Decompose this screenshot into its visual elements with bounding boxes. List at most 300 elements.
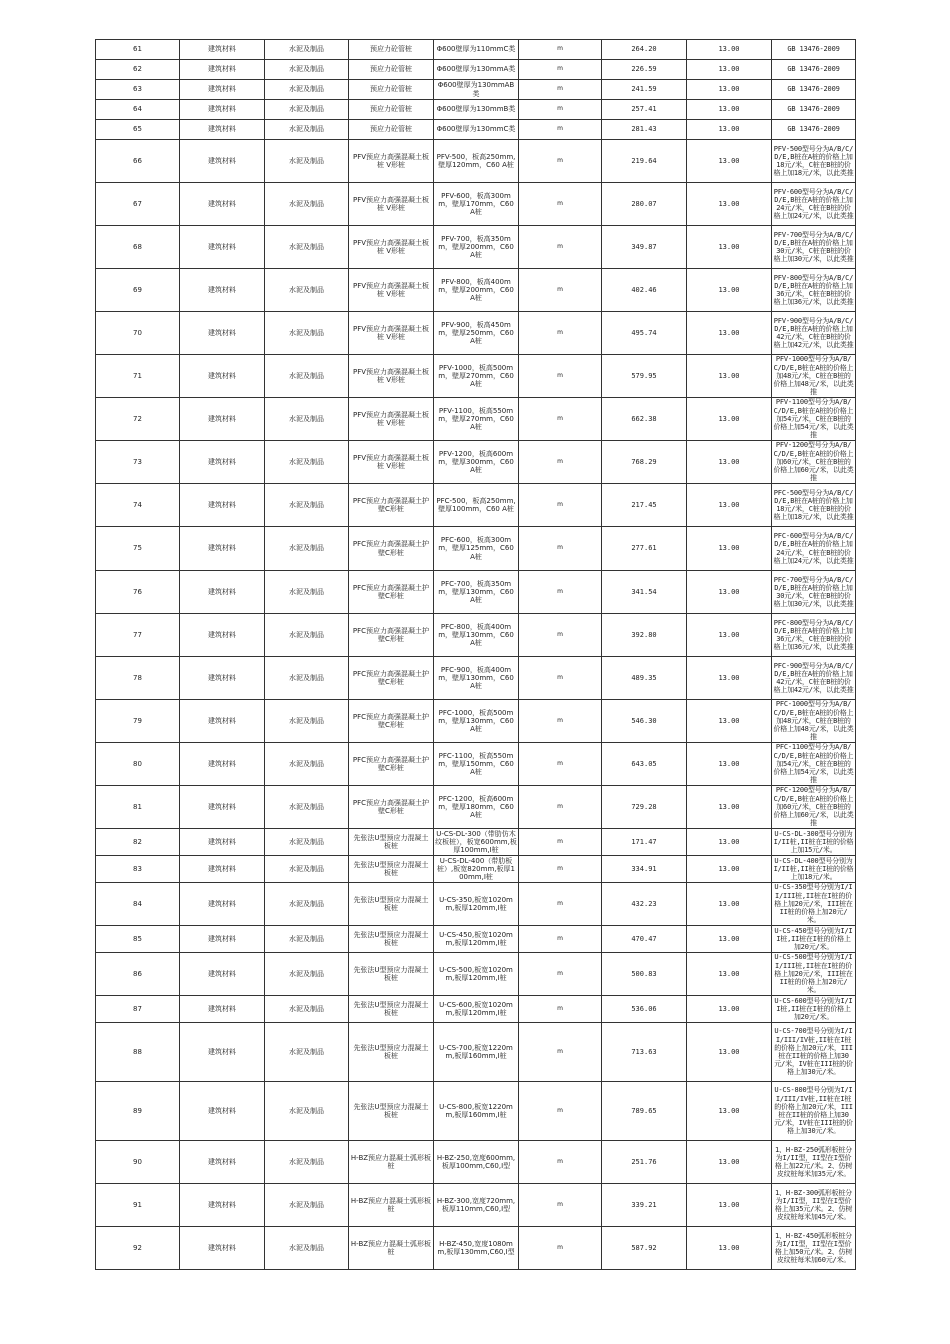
price: 713.63	[602, 1023, 687, 1082]
material-spec: PFC-1100，板高550mm，壁厚150mm，C60 A桩	[434, 743, 519, 786]
remark: U-CS-DL-300型号分别为I/II桩,II桩在I桩的价格上加15元/米。	[772, 829, 856, 856]
price: 281.43	[602, 120, 687, 140]
material-name: 预应力砼管桩	[349, 80, 434, 100]
remark: PFC-900型号分为A/B/C/D/E,B桩在A桩的价格上加42元/米，C桩在B桩的价格上加42元/米，以此类推	[772, 657, 856, 700]
material-subcategory: 水泥及制品	[265, 40, 349, 60]
price: 729.28	[602, 786, 687, 829]
material-subcategory: 水泥及制品	[265, 700, 349, 743]
row-number: 88	[96, 1023, 180, 1082]
price: 546.30	[602, 700, 687, 743]
table-row	[96, 183, 856, 226]
row-number: 63	[96, 80, 180, 100]
price: 251.76	[602, 1141, 687, 1184]
table-row	[96, 571, 856, 614]
unit: m	[519, 269, 602, 312]
tax-rate: 13.00	[687, 40, 772, 60]
row-number: 79	[96, 700, 180, 743]
remark: U-CS-350型号分别为I/II/III桩,II桩在I桩的价格上加20元/米，III桩在II桩的价格上加20元/米。	[772, 883, 856, 926]
material-category: 建筑材料	[180, 996, 265, 1023]
unit: m	[519, 743, 602, 786]
material-spec: U-CS-800,板宽1220mm,板厚160mm,I桩	[434, 1082, 519, 1141]
material-name: 先张法U型预应力混凝土板桩	[349, 926, 434, 953]
material-subcategory: 水泥及制品	[265, 829, 349, 856]
table-row	[96, 40, 856, 60]
material-name: PFC预应力高强混凝土护壁C形桩	[349, 614, 434, 657]
tax-rate: 13.00	[687, 1141, 772, 1184]
tax-rate: 13.00	[687, 100, 772, 120]
table-row	[96, 883, 856, 926]
table-row	[96, 1082, 856, 1141]
price: 789.65	[602, 1082, 687, 1141]
material-category: 建筑材料	[180, 226, 265, 269]
tax-rate: 13.00	[687, 1023, 772, 1082]
tax-rate: 13.00	[687, 441, 772, 484]
material-spec: PFV-900，板高450mm，壁厚250mm，C60 A桩	[434, 312, 519, 355]
material-category: 建筑材料	[180, 614, 265, 657]
price: 587.92	[602, 1227, 687, 1270]
row-number: 78	[96, 657, 180, 700]
remark: U-CS-800型号分别为I/II/III/IV桩,II桩在I桩的价格上加20元/米，III桩在II桩的价格上加30元/米，IV桩在III桩的价格上加30元/米。	[772, 1082, 856, 1141]
material-subcategory: 水泥及制品	[265, 312, 349, 355]
row-number: 80	[96, 743, 180, 786]
material-category: 建筑材料	[180, 1082, 265, 1141]
material-subcategory: 水泥及制品	[265, 1184, 349, 1227]
table-row	[96, 100, 856, 120]
material-name: PFV预应力高强混凝土板桩 V形桩	[349, 312, 434, 355]
unit: m	[519, 484, 602, 527]
tax-rate: 13.00	[687, 312, 772, 355]
price: 536.06	[602, 996, 687, 1023]
table-row	[96, 120, 856, 140]
price: 334.91	[602, 856, 687, 883]
tax-rate: 13.00	[687, 1227, 772, 1270]
unit: m	[519, 100, 602, 120]
tax-rate: 13.00	[687, 398, 772, 441]
table-row	[96, 614, 856, 657]
tax-rate: 13.00	[687, 953, 772, 996]
unit: m	[519, 1227, 602, 1270]
material-spec: Φ600壁厚为130mmC类	[434, 120, 519, 140]
row-number: 73	[96, 441, 180, 484]
price: 280.07	[602, 183, 687, 226]
price: 500.83	[602, 953, 687, 996]
remark: U-CS-600型号分别为I/II桩,II桩在I桩的价格上加20元/米。	[772, 996, 856, 1023]
remark: 1、H-BZ-450弧形板桩分为I/II型，II型在I型价格上加50元/米。2、仿树皮纹桩每米加60元/米。	[772, 1227, 856, 1270]
tax-rate: 13.00	[687, 571, 772, 614]
material-subcategory: 水泥及制品	[265, 926, 349, 953]
row-number: 76	[96, 571, 180, 614]
unit: m	[519, 140, 602, 183]
material-name: H-BZ预应力混凝土弧形板桩	[349, 1141, 434, 1184]
unit: m	[519, 398, 602, 441]
material-subcategory: 水泥及制品	[265, 120, 349, 140]
material-category: 建筑材料	[180, 1227, 265, 1270]
unit: m	[519, 80, 602, 100]
remark: PFV-700型号分为A/B/C/D/E,B桩在A桩的价格上加30元/米，C桩在B桩的价格上加30元/米，以此类推	[772, 226, 856, 269]
material-name: 先张法U型预应力混凝土板桩	[349, 953, 434, 996]
unit: m	[519, 312, 602, 355]
table-row	[96, 996, 856, 1023]
remark: PFV-500型号分为A/B/C/D/E,B桩在A桩的价格上加18元/米，C桩在B桩的价格上加18元/米，以此类推	[772, 140, 856, 183]
remark: 1、H-BZ-250弧形板桩分为I/II型，II型在I型价格上加22元/米。2、仿树皮纹桩每米加35元/米。	[772, 1141, 856, 1184]
material-category: 建筑材料	[180, 657, 265, 700]
table-row	[96, 926, 856, 953]
unit: m	[519, 355, 602, 398]
material-category: 建筑材料	[180, 527, 265, 571]
price: 217.45	[602, 484, 687, 527]
row-number: 81	[96, 786, 180, 829]
tax-rate: 13.00	[687, 883, 772, 926]
material-subcategory: 水泥及制品	[265, 953, 349, 996]
material-category: 建筑材料	[180, 786, 265, 829]
material-subcategory: 水泥及制品	[265, 1227, 349, 1270]
row-number: 68	[96, 226, 180, 269]
table-row	[96, 355, 856, 398]
material-name: 先张法U型预应力混凝土板桩	[349, 1082, 434, 1141]
remark: PFC-1000型号分为A/B/C/D/E,B桩在A桩的价格上加48元/米，C桩在B桩的价格上加48元/米，以此类推	[773, 700, 854, 742]
remark: PFC-700型号分为A/B/C/D/E,B桩在A桩的价格上加30元/米，C桩在B桩的价格上加30元/米，以此类推	[772, 571, 856, 614]
remark: PFV-600型号分为A/B/C/D/E,B桩在A桩的价格上加24元/米，C桩在B桩的价格上加24元/米，以此类推	[772, 183, 856, 226]
material-category: 建筑材料	[180, 40, 265, 60]
material-subcategory: 水泥及制品	[265, 140, 349, 183]
material-category: 建筑材料	[180, 484, 265, 527]
unit: m	[519, 1082, 602, 1141]
price: 402.46	[602, 269, 687, 312]
unit: m	[519, 657, 602, 700]
material-category: 建筑材料	[180, 700, 265, 743]
material-category: 建筑材料	[180, 571, 265, 614]
material-spec: PFC-1000，板高500mm，壁厚130mm，C60 A桩	[434, 700, 519, 743]
row-number: 77	[96, 614, 180, 657]
material-category: 建筑材料	[180, 1023, 265, 1082]
table-row	[96, 60, 856, 80]
material-subcategory: 水泥及制品	[265, 743, 349, 786]
tax-rate: 13.00	[687, 1082, 772, 1141]
tax-rate: 13.00	[687, 657, 772, 700]
row-number: 74	[96, 484, 180, 527]
material-subcategory: 水泥及制品	[265, 484, 349, 527]
material-subcategory: 水泥及制品	[265, 100, 349, 120]
row-number: 71	[96, 355, 180, 398]
material-subcategory: 水泥及制品	[265, 398, 349, 441]
material-name: H-BZ预应力混凝土弧形板桩	[349, 1227, 434, 1270]
material-subcategory: 水泥及制品	[265, 269, 349, 312]
price: 392.80	[602, 614, 687, 657]
table-row	[96, 398, 856, 441]
price: 768.29	[602, 441, 687, 484]
tax-rate: 13.00	[687, 355, 772, 398]
row-number: 82	[96, 829, 180, 856]
material-spec: PFV-1100，板高550mm，壁厚270mm，C60 A桩	[434, 398, 519, 441]
material-category: 建筑材料	[180, 926, 265, 953]
material-spec: PFC-1200，板高600mm，壁厚180mm，C60 A桩	[434, 786, 519, 829]
remark: U-CS-450型号分别为I/II桩,II桩在I桩的价格上加20元/米。	[772, 926, 856, 953]
table-row	[96, 1184, 856, 1227]
table-row	[96, 743, 856, 786]
unit: m	[519, 226, 602, 269]
material-subcategory: 水泥及制品	[265, 883, 349, 926]
material-spec: PFC-600，板高300mm，壁厚125mm，C60 A桩	[434, 527, 519, 571]
material-name: PFC预应力高强混凝土护壁C形桩	[349, 743, 434, 786]
table-row	[96, 829, 856, 856]
material-subcategory: 水泥及制品	[265, 183, 349, 226]
material-name: 先张法U型预应力混凝土板桩	[349, 856, 434, 883]
material-name: 先张法U型预应力混凝土板桩	[349, 1023, 434, 1082]
tax-rate: 13.00	[687, 786, 772, 829]
material-category: 建筑材料	[180, 269, 265, 312]
price: 339.21	[602, 1184, 687, 1227]
material-spec: PFC-900，板高400mm，壁厚130mm，C60 A桩	[434, 657, 519, 700]
row-number: 64	[96, 100, 180, 120]
price: 579.95	[602, 355, 687, 398]
price: 226.59	[602, 60, 687, 80]
price: 341.54	[602, 571, 687, 614]
material-subcategory: 水泥及制品	[265, 614, 349, 657]
unit: m	[519, 60, 602, 80]
material-spec: PFC-700，板高350mm，壁厚130mm，C60 A桩	[434, 571, 519, 614]
tax-rate: 13.00	[687, 140, 772, 183]
price: 349.87	[602, 226, 687, 269]
unit: m	[519, 953, 602, 996]
material-spec: PFV-1000，板高500mm，壁厚270mm，C60 A桩	[434, 355, 519, 398]
tax-rate: 13.00	[687, 829, 772, 856]
material-category: 建筑材料	[180, 1184, 265, 1227]
remark: GB 13476-2009	[772, 100, 856, 120]
material-category: 建筑材料	[180, 953, 265, 996]
table-row	[96, 527, 856, 571]
material-name: PFV预应力高强混凝土板桩 V形桩	[349, 398, 434, 441]
table-row	[96, 657, 856, 700]
material-spec: U-CS-450,板宽1020mm,板厚120mm,I桩	[434, 926, 519, 953]
row-number: 70	[96, 312, 180, 355]
material-name: 预应力砼管桩	[349, 100, 434, 120]
material-spec: U-CS-DL-300（带肋仿木纹板桩），板宽600mm,板厚100mm,I桩	[435, 829, 517, 855]
material-category: 建筑材料	[180, 312, 265, 355]
material-spec: H-BZ-250,宽度600mm,板厚100mm,C60,I型	[434, 1141, 519, 1184]
material-name: PFV预应力高强混凝土板桩 V形桩	[349, 183, 434, 226]
unit: m	[519, 856, 602, 883]
price: 643.05	[602, 743, 687, 786]
price: 219.64	[602, 140, 687, 183]
tax-rate: 13.00	[687, 1184, 772, 1227]
tax-rate: 13.00	[687, 614, 772, 657]
material-spec: Φ600壁厚为130mmA类	[434, 60, 519, 80]
material-spec: Φ600壁厚为130mmB类	[434, 100, 519, 120]
unit: m	[519, 120, 602, 140]
row-number: 91	[96, 1184, 180, 1227]
row-number: 72	[96, 398, 180, 441]
material-spec: U-CS-600,板宽1020mm,板厚120mm,I桩	[434, 996, 519, 1023]
material-spec: U-CS-700,板宽1220mm,板厚160mm,I桩	[434, 1023, 519, 1082]
material-name: PFC预应力高强混凝土护壁C形桩	[349, 657, 434, 700]
material-name: PFV预应力高强混凝土板桩 V形桩	[349, 269, 434, 312]
unit: m	[519, 829, 602, 856]
row-number: 65	[96, 120, 180, 140]
remark: PFV-1200型号分为A/B/C/D/E,B桩在A桩的价格上加60元/米，C桩在B桩的价格上加60元/米，以此类推	[773, 441, 854, 483]
material-spec: H-BZ-300,宽度720mm,板厚110mm,C60,I型	[434, 1184, 519, 1227]
remark: 1、H-BZ-300弧形板桩分为I/II型，II型在I型价格上加35元/米。2、仿树皮纹桩每米加45元/米。	[772, 1184, 856, 1227]
material-subcategory: 水泥及制品	[265, 571, 349, 614]
material-subcategory: 水泥及制品	[265, 1141, 349, 1184]
table-row	[96, 312, 856, 355]
price: 257.41	[602, 100, 687, 120]
table-row	[96, 484, 856, 527]
material-spec: U-CS-DL-400（带肋板桩）,板宽820mm,板厚100mm,I桩	[434, 856, 519, 883]
remark: GB 13476-2009	[772, 80, 856, 100]
row-number: 61	[96, 40, 180, 60]
remark: GB 13476-2009	[772, 60, 856, 80]
tax-rate: 13.00	[687, 120, 772, 140]
unit: m	[519, 571, 602, 614]
material-name: PFC预应力高强混凝土护壁C形桩	[349, 571, 434, 614]
row-number: 69	[96, 269, 180, 312]
row-number: 87	[96, 996, 180, 1023]
material-name: PFV预应力高强混凝土板桩 V形桩	[349, 226, 434, 269]
unit: m	[519, 996, 602, 1023]
tax-rate: 13.00	[687, 527, 772, 571]
material-name: PFV预应力高强混凝土板桩 V形桩	[349, 140, 434, 183]
material-spec: Φ600壁厚为110mmC类	[434, 40, 519, 60]
tax-rate: 13.00	[687, 226, 772, 269]
table-row	[96, 269, 856, 312]
material-category: 建筑材料	[180, 398, 265, 441]
material-subcategory: 水泥及制品	[265, 80, 349, 100]
unit: m	[519, 614, 602, 657]
table-row	[96, 856, 856, 883]
material-name: PFC预应力高强混凝土护壁C形桩	[349, 484, 434, 527]
row-number: 85	[96, 926, 180, 953]
remark: PFV-1100型号分为A/B/C/D/E,B桩在A桩的价格上加54元/米，C桩在B桩的价格上加54元/米，以此类推	[773, 398, 854, 440]
price: 241.59	[602, 80, 687, 100]
remark: PFV-1000型号分为A/B/C/D/E,B桩在A桩的价格上加48元/米，C桩在B桩的价格上加48元/米，以此类推	[773, 355, 854, 397]
unit: m	[519, 1141, 602, 1184]
material-category: 建筑材料	[180, 883, 265, 926]
tax-rate: 13.00	[687, 269, 772, 312]
row-number: 62	[96, 60, 180, 80]
remark: PFV-800型号分为A/B/C/D/E,B桩在A桩的价格上加36元/米，C桩在B桩的价格上加36元/米，以此类推	[772, 269, 856, 312]
material-spec: U-CS-350,板宽1020mm,板厚120mm,I桩	[434, 883, 519, 926]
material-category: 建筑材料	[180, 1141, 265, 1184]
price: 470.47	[602, 926, 687, 953]
remark: PFC-800型号分为A/B/C/D/E,B桩在A桩的价格上加36元/米，C桩在B桩的价格上加36元/米，以此类推	[772, 614, 856, 657]
table-row	[96, 700, 856, 743]
row-number: 86	[96, 953, 180, 996]
table-row	[96, 226, 856, 269]
table-row	[96, 1023, 856, 1082]
unit: m	[519, 183, 602, 226]
material-subcategory: 水泥及制品	[265, 1082, 349, 1141]
material-category: 建筑材料	[180, 60, 265, 80]
table-row	[96, 80, 856, 100]
material-category: 建筑材料	[180, 100, 265, 120]
material-name: PFV预应力高强混凝土板桩 V形桩	[349, 355, 434, 398]
material-spec: PFC-500，板高250mm,壁厚100mm，C60 A桩	[434, 484, 519, 527]
material-subcategory: 水泥及制品	[265, 226, 349, 269]
material-subcategory: 水泥及制品	[265, 996, 349, 1023]
unit: m	[519, 926, 602, 953]
material-category: 建筑材料	[180, 140, 265, 183]
material-subcategory: 水泥及制品	[265, 355, 349, 398]
material-subcategory: 水泥及制品	[265, 1023, 349, 1082]
material-category: 建筑材料	[180, 441, 265, 484]
unit: m	[519, 441, 602, 484]
table-body	[96, 40, 856, 1270]
material-spec: PFC-800，板高400mm，壁厚130mm，C60 A桩	[434, 614, 519, 657]
material-name: PFV预应力高强混凝土板桩 V形桩	[349, 441, 434, 484]
material-spec: PFV-700，板高350mm，壁厚200mm，C60 A桩	[434, 226, 519, 269]
row-number: 89	[96, 1082, 180, 1141]
material-category: 建筑材料	[180, 120, 265, 140]
price: 171.47	[602, 829, 687, 856]
material-subcategory: 水泥及制品	[265, 786, 349, 829]
row-number: 92	[96, 1227, 180, 1270]
material-spec: PFV-500，板高250mm,壁厚120mm，C60 A桩	[434, 140, 519, 183]
tax-rate: 13.00	[687, 996, 772, 1023]
remark: U-CS-500型号分别为I/II/III桩,II桩在I桩的价格上加20元/米，III桩在II桩的价格上加20元/米。	[772, 953, 856, 996]
table-row	[96, 1227, 856, 1270]
tax-rate: 13.00	[687, 743, 772, 786]
row-number: 84	[96, 883, 180, 926]
tax-rate: 13.00	[687, 183, 772, 226]
remark: U-CS-DL-400型号分别为I/II桩,II桩在I桩的价格上加18元/米。	[772, 856, 856, 883]
material-price-table	[95, 39, 856, 1270]
material-name: PFC预应力高强混凝土护壁C形桩	[349, 527, 434, 571]
remark: U-CS-700型号分别为I/II/III/IV桩,II桩在I桩的价格上加20元/米，III桩在II桩的价格上加30元/米，IV桩在III桩的价格上加30元/米。	[772, 1023, 856, 1082]
tax-rate: 13.00	[687, 60, 772, 80]
table-row	[96, 1141, 856, 1184]
material-spec: Φ600壁厚为130mmAB类	[434, 80, 519, 100]
row-number: 75	[96, 527, 180, 571]
unit: m	[519, 40, 602, 60]
row-number: 67	[96, 183, 180, 226]
material-subcategory: 水泥及制品	[265, 527, 349, 571]
unit: m	[519, 527, 602, 571]
material-subcategory: 水泥及制品	[265, 441, 349, 484]
table-row	[96, 786, 856, 829]
price: 432.23	[602, 883, 687, 926]
material-subcategory: 水泥及制品	[265, 856, 349, 883]
remark: PFV-900型号分为A/B/C/D/E,B桩在A桩的价格上加42元/米，C桩在B桩的价格上加42元/米，以此类推	[772, 312, 856, 355]
material-category: 建筑材料	[180, 355, 265, 398]
material-name: 预应力砼管桩	[349, 40, 434, 60]
material-category: 建筑材料	[180, 743, 265, 786]
remark: GB 13476-2009	[772, 120, 856, 140]
table-row	[96, 441, 856, 484]
material-spec: PFV-800，板高400mm，壁厚200mm，C60 A桩	[434, 269, 519, 312]
tax-rate: 13.00	[687, 700, 772, 743]
material-name: 先张法U型预应力混凝土板桩	[349, 996, 434, 1023]
price: 489.35	[602, 657, 687, 700]
price: 264.20	[602, 40, 687, 60]
price: 277.61	[602, 527, 687, 571]
material-category: 建筑材料	[180, 829, 265, 856]
material-subcategory: 水泥及制品	[265, 60, 349, 80]
material-name: 预应力砼管桩	[349, 120, 434, 140]
unit: m	[519, 1184, 602, 1227]
remark: GB 13476-2009	[772, 40, 856, 60]
tax-rate: 13.00	[687, 856, 772, 883]
material-category: 建筑材料	[180, 183, 265, 226]
row-number: 66	[96, 140, 180, 183]
material-spec: U-CS-500,板宽1020mm,板厚120mm,I桩	[434, 953, 519, 996]
price: 662.38	[602, 398, 687, 441]
material-spec: PFV-600，板高300mm，壁厚170mm，C60 A桩	[434, 183, 519, 226]
material-spec: PFV-1200，板高600mm，壁厚300mm，C60 A桩	[434, 441, 519, 484]
material-name: 先张法U型预应力混凝土板桩	[349, 829, 434, 856]
unit: m	[519, 786, 602, 829]
tax-rate: 13.00	[687, 926, 772, 953]
material-spec: H-BZ-450,宽度1080mm,板厚130mm,C60,I型	[434, 1227, 519, 1270]
